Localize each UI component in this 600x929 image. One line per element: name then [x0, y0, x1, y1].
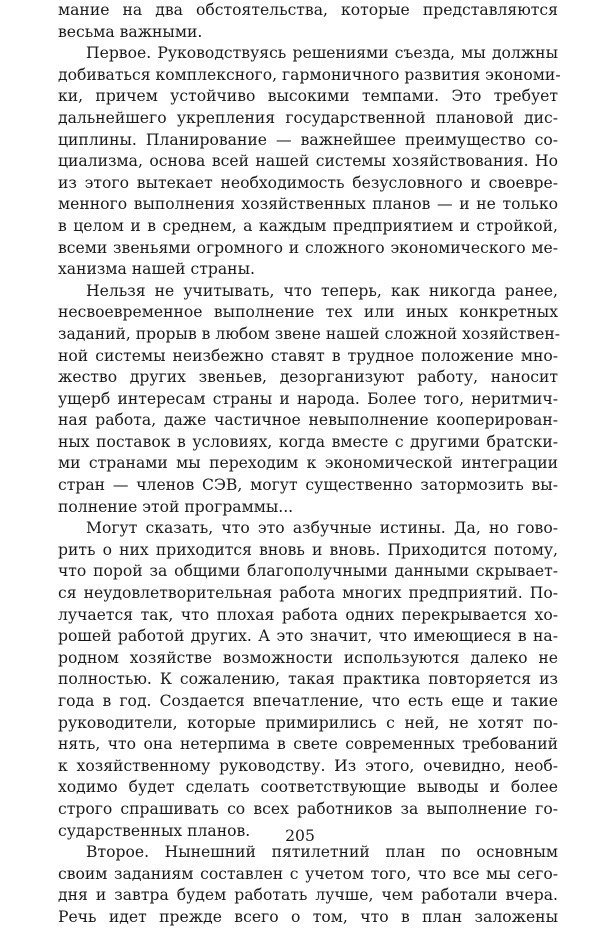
text-line: дальнейшего укрепления государственной плановой дис-	[58, 108, 558, 127]
page-text	[58, 0, 561, 929]
text-line: жество других звеньев, дезорганизуют работу, наносит	[58, 368, 558, 387]
text-line: Второе. Нынешний пятилетний план по основным	[86, 843, 558, 862]
text-line: Нельзя не учитывать, что теперь, как никогда ранее,	[86, 281, 558, 300]
text-line: циплины. Планирование — важнейшее преимущество со-	[58, 130, 558, 149]
text-line: рошей работой других. А это значит, что имеющиеся в на-	[58, 627, 558, 646]
text-line: всеми звеньями огромного и сложного экономического ме-	[58, 238, 558, 257]
text-line: менного выполнения хозяйственных планов — и не только	[58, 195, 558, 214]
text-line: года в год. Создается впечатление, что есть еще и такие	[58, 692, 558, 710]
text-line: стран — членов СЭВ, могут существенно затормозить вы-	[58, 476, 558, 495]
text-line: Первое. Руководствуясь решениями съезда, мы должны	[86, 44, 558, 63]
text-line: родном хозяйстве возможности используются далеко не	[58, 648, 558, 667]
text-line: рить о них приходится вновь и вновь. Приходится потому,	[58, 540, 558, 559]
text-line: Могут сказать, что это азбучные истины. Да, но гово-	[86, 519, 558, 538]
page-number: 205	[285, 827, 315, 845]
text-line: сударственных планов.	[58, 821, 251, 840]
text-line: весьма важными.	[58, 22, 203, 41]
text-line: ханизма нашей страны.	[58, 260, 255, 279]
text-line: строго спрашивать со всех работников за выполнение го-	[58, 799, 558, 818]
text-line: к хозяйственному руководству. Из этого, очевидно, необ-	[58, 756, 558, 775]
text-line: что порой за общими благополучными данными скрывает-	[58, 562, 558, 581]
text-line: ная работа, даже частичное невыполнение кооперирован-	[58, 411, 558, 430]
text-line: нять, что она нетерпима в свете современных требований	[58, 735, 558, 754]
text-line: ки, причем устойчиво высокими темпами. Это требует	[58, 87, 558, 106]
text-line: ной системы неизбежно ставят в трудное положение мно-	[58, 346, 558, 365]
text-line: циализма, основа всей нашей системы хозяйствования. Но	[58, 152, 558, 171]
text-line: ущерб интересам страны и народа. Более того, неритмич-	[58, 389, 558, 408]
book-page	[58, 0, 561, 929]
text-line: добиваться комплексного, гармоничного развития экономи-	[58, 65, 561, 84]
text-line: заданий, прорыв в любом звене нашей сложной хозяйствен-	[58, 324, 561, 343]
text-line: в целом и в среднем, а каждым предприятием и стройкой,	[58, 216, 558, 235]
text-line: своим заданиям составлен с учетом того, что все мы сего-	[58, 864, 558, 883]
text-line: лучается так, что плохая работа одних перекрывается хо-	[58, 605, 558, 624]
text-line: ходимо будет сделать соответствующие выводы и более	[58, 778, 558, 797]
text-line: ся неудовлетворительная работа многих предприятий. По-	[58, 584, 558, 603]
text-line: из этого вытекает необходимость безусловного и своевре-	[58, 173, 558, 192]
text-line: мание на два обстоятельства, которые представляются	[58, 1, 558, 19]
text-line: ми странами мы переходим к экономической интеграции	[58, 454, 558, 473]
text-line: несвоевременное выполнение тех или иных конкретных	[58, 303, 558, 322]
text-line: руководители, которые примирились с ней, не хотят по-	[58, 713, 558, 732]
text-line: ных поставок в условиях, когда вместе с другими братски-	[58, 432, 558, 451]
text-line: полнение этой программы...	[58, 497, 294, 516]
text-line: полностью. К сожалению, такая практика повторяется из	[58, 670, 558, 689]
text-line: Речь идет прежде всего о том, что в план заложены	[58, 907, 558, 926]
text-line: дня и завтра будем работать лучше, чем работали вчера.	[58, 886, 558, 905]
